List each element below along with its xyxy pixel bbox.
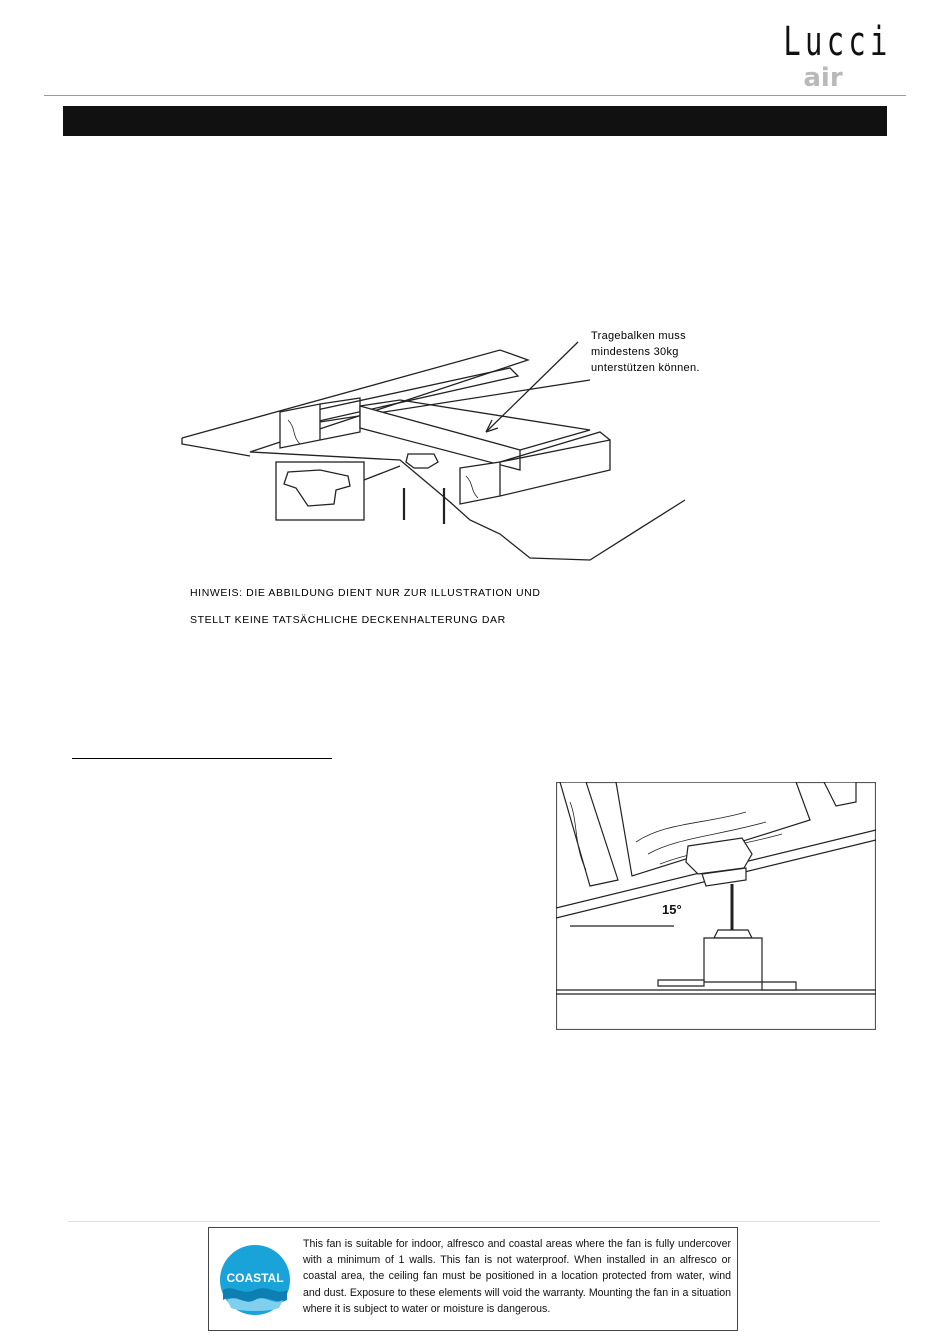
illustration-disclaimer-line-1: HINWEIS: DIE ABBILDUNG DIENT NUR ZUR ILLUSTRATION UND — [190, 587, 541, 599]
brand-logo — [768, 19, 892, 93]
coastal-badge-label: COASTAL — [226, 1271, 284, 1285]
sloped-ceiling-illustration — [556, 782, 876, 1030]
section-heading-underline — [72, 758, 332, 759]
illustration-disclaimer-line-2: STELLT KEINE TATSÄCHLICHE DECKENHALTERUNG DAR — [190, 614, 506, 626]
header-divider — [44, 95, 906, 96]
beam-load-note-line: Tragebalken muss — [591, 330, 686, 342]
logo-wordmark: Lucci — [783, 19, 892, 65]
beam-load-note — [591, 328, 741, 376]
beam-load-note-line: mindestens 30kg — [591, 346, 679, 358]
logo-sub-wordmark: air — [803, 63, 843, 93]
section-title-bar — [63, 106, 887, 136]
slope-angle-label: 15° — [662, 902, 682, 917]
coastal-notice — [208, 1227, 738, 1331]
beam-load-note-line: unterstützen können. — [591, 362, 700, 374]
footer-divider — [68, 1221, 880, 1222]
coastal-notice-text: This fan is suitable for indoor, alfresco and coastal areas where the fan is fully undercover with a minimum of 1 walls. This fan is not waterproof. When installed in an alfresco or coastal area, the ceiling fan must be positioned in a location protected from water, wind and dust. Exposure to these elements will void the warranty. Mounting the fan in a situation where it is subject to water or moisture is dangerous. — [303, 1238, 731, 1315]
coastal-wave-icon — [219, 1244, 291, 1316]
